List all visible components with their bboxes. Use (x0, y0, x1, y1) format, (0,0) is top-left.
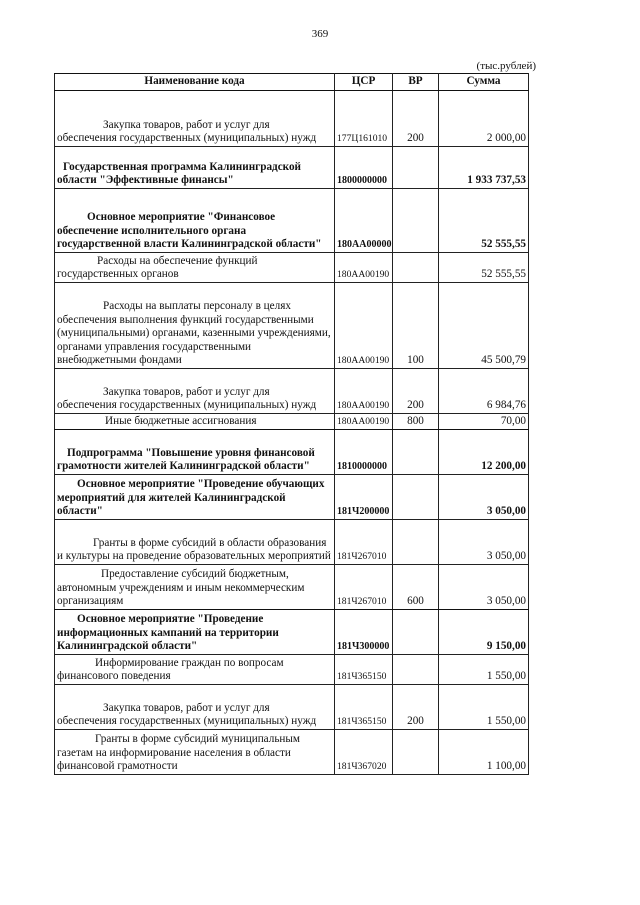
header-csr: ЦСР (335, 74, 393, 91)
row-csr: 181Ч267010 (335, 565, 393, 610)
row-sum: 52 555,55 (439, 189, 529, 253)
row-csr: 181Ч365150 (335, 655, 393, 685)
table-row (55, 189, 529, 253)
row-name: Государственная программа Калининградской области "Эффективные финансы" (55, 147, 335, 189)
row-name: Предоставление субсидий бюджетным, автономным учреждениям и иным некоммерческим организациям (55, 565, 335, 610)
row-name: Расходы на обеспечение функций государственных органов (55, 253, 335, 283)
row-sum: 52 555,55 (439, 253, 529, 283)
row-csr: 180АА00190 (335, 253, 393, 283)
row-csr: 181Ч365150 (335, 685, 393, 730)
row-name: Закупка товаров, работ и услуг для обеспечения государственных (муниципальных) нужд (55, 685, 335, 730)
table-row (55, 253, 529, 283)
header-name: Наименование кода (55, 74, 335, 91)
row-vr (393, 189, 439, 253)
table-row (55, 91, 529, 147)
table-row (55, 565, 529, 610)
row-vr (393, 520, 439, 565)
row-sum: 70,00 (439, 414, 529, 430)
row-sum: 9 150,00 (439, 610, 529, 655)
row-name: Подпрограмма "Повышение уровня финансовой грамотности жителей Калининградской области" (55, 430, 335, 475)
row-name: Закупка товаров, работ и услуг для обеспечения государственных (муниципальных) нужд (55, 369, 335, 414)
table-row (55, 520, 529, 565)
table-row (55, 685, 529, 730)
table-row (55, 655, 529, 685)
row-sum: 3 050,00 (439, 475, 529, 520)
row-vr (393, 655, 439, 685)
row-name: Основное мероприятие "Финансовое обеспечение исполнительного органа государственной власти Калининградской области" (55, 189, 335, 253)
row-csr: 181Ч200000 (335, 475, 393, 520)
row-vr: 800 (393, 414, 439, 430)
row-sum: 3 050,00 (439, 520, 529, 565)
table-row (55, 610, 529, 655)
row-csr: 1800000000 (335, 147, 393, 189)
row-name: Гранты в форме субсидий в области образования и культуры на проведение образовательных мероприятий (55, 520, 335, 565)
row-vr (393, 430, 439, 475)
row-csr: 180АА00190 (335, 283, 393, 369)
table-row (55, 147, 529, 189)
row-sum: 6 984,76 (439, 369, 529, 414)
table-row (55, 369, 529, 414)
table-row (55, 283, 529, 369)
header-sum: Сумма (439, 74, 529, 91)
table-body (55, 91, 529, 775)
table-row (55, 414, 529, 430)
row-vr: 100 (393, 283, 439, 369)
row-sum: 1 933 737,53 (439, 147, 529, 189)
table-row (55, 475, 529, 520)
row-sum: 1 550,00 (439, 685, 529, 730)
row-vr (393, 730, 439, 775)
row-name: Закупка товаров, работ и услуг для обеспечения государственных (муниципальных) нужд (55, 91, 335, 147)
table-row (55, 430, 529, 475)
row-sum: 3 050,00 (439, 565, 529, 610)
row-sum: 12 200,00 (439, 430, 529, 475)
table-row (55, 730, 529, 775)
row-csr: 180АА00190 (335, 369, 393, 414)
row-sum: 2 000,00 (439, 91, 529, 147)
row-vr (393, 610, 439, 655)
row-vr (393, 147, 439, 189)
row-csr: 177Ц161010 (335, 91, 393, 147)
row-name: Основное мероприятие "Проведение информационных кампаний на территории Калининградской области" (55, 610, 335, 655)
table-header-row (55, 74, 529, 91)
row-vr: 200 (393, 685, 439, 730)
page-number: 369 (311, 28, 329, 40)
row-name: Иные бюджетные ассигнования (55, 414, 335, 430)
row-csr: 1810000000 (335, 430, 393, 475)
row-csr: 181Ч367020 (335, 730, 393, 775)
row-vr (393, 475, 439, 520)
row-vr: 600 (393, 565, 439, 610)
row-vr: 200 (393, 369, 439, 414)
row-name: Основное мероприятие "Проведение обучающих мероприятий для жителей Калининградской области" (55, 475, 335, 520)
row-csr: 181Ч267010 (335, 520, 393, 565)
row-sum: 45 500,79 (439, 283, 529, 369)
row-vr: 200 (393, 91, 439, 147)
row-csr: 180АА00000 (335, 189, 393, 253)
budget-table (54, 73, 529, 775)
row-csr: 180АА00190 (335, 414, 393, 430)
row-name: Информирование граждан по вопросам финансового поведения (55, 655, 335, 685)
row-vr (393, 253, 439, 283)
header-vr: ВР (393, 74, 439, 91)
row-csr: 181Ч300000 (335, 610, 393, 655)
row-name: Гранты в форме субсидий муниципальным газетам на информирование населения в области финансовой грамотности (55, 730, 335, 775)
row-sum: 1 550,00 (439, 655, 529, 685)
row-name: Расходы на выплаты персоналу в целях обеспечения выполнения функций государственными (муниципальными) органами, казенными учреждениями, органами управления государственными внебюджетными фондами (55, 283, 335, 369)
row-sum: 1 100,00 (439, 730, 529, 775)
unit-label: (тыс.рублей) (476, 60, 536, 72)
